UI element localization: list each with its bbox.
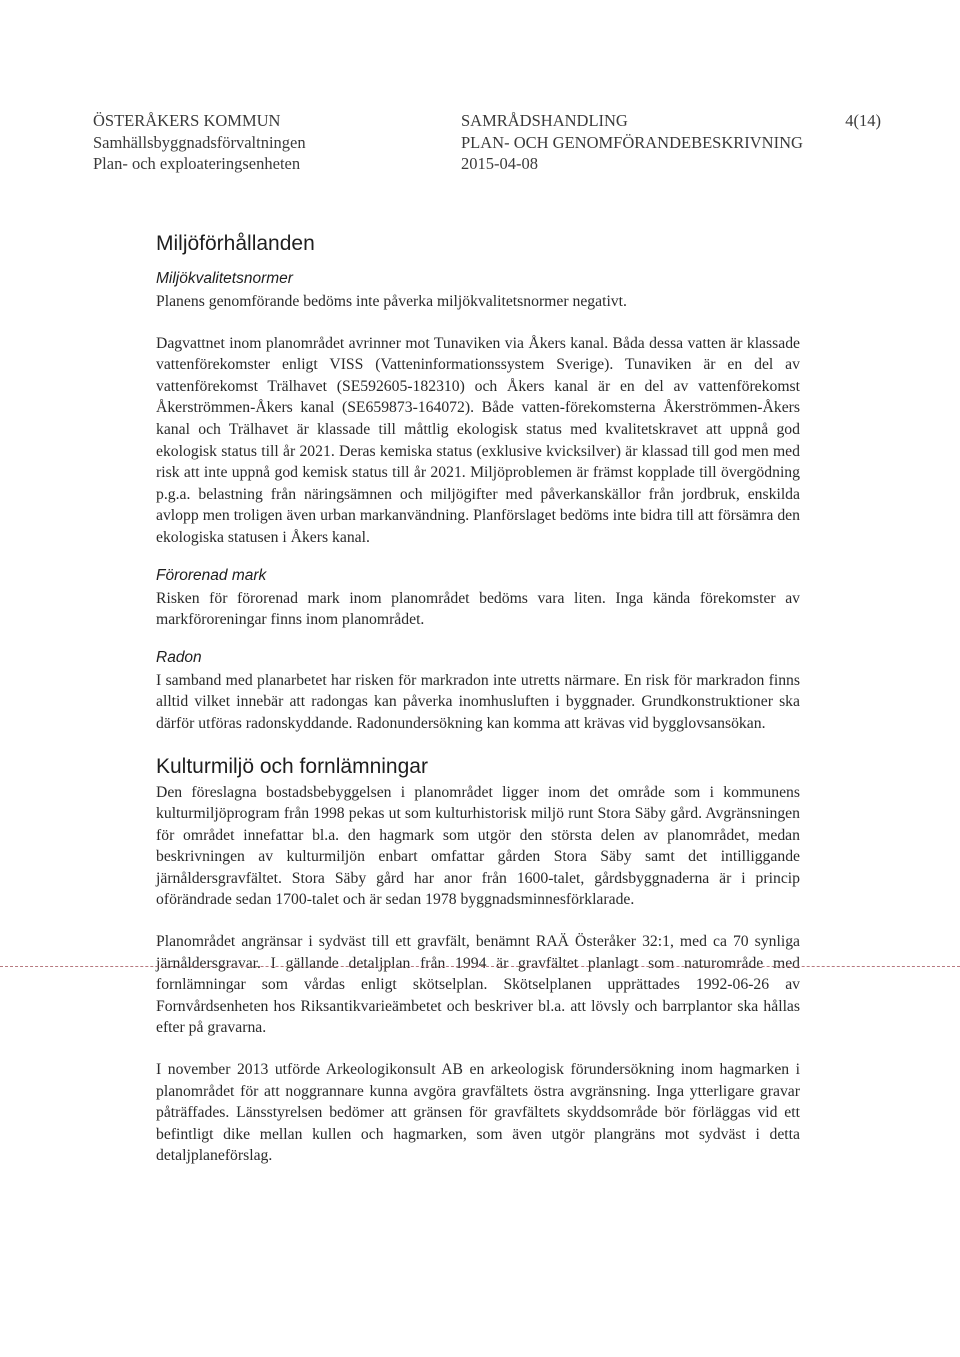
section-title-miljo: Miljöförhållanden [156, 232, 315, 255]
header-org: ÖSTERÅKERS KOMMUN [93, 111, 281, 130]
header-document-block [461, 110, 881, 175]
section-title-kulturmiljo: Kulturmiljö och fornlämningar [156, 754, 428, 778]
paragraph-fororenad-mark: Risken för förorenad mark inom planområdet bedöms vara liten. Inga kända förekomster av markföroreningar finns inom planområdet. [156, 589, 800, 629]
header-department: Samhällsbyggnadsförvaltningen [93, 132, 306, 152]
subheading-fororenad-mark: Förorenad mark [156, 566, 267, 584]
header-date: 2015-04-08 [461, 154, 538, 173]
document-body [156, 232, 800, 1167]
page-header [93, 110, 880, 176]
paragraph-gravfalt: Planområdet angränsar i sydväst till ett gravfält, benämnt RAÄ Österåker 32:1, med ca 70 synliga järnåldersgravar. I gällande detaljplan från 1994 är gravfältet planlagt som naturområde med fornlämningar som vårdas enligt skötselplan. Skötselplanen upprättades 1992-06-26 av Fornvårdsenheten hos Riksantikvarieämbetet och beskriver bl.a. att lövsly och barrplantor ska hållas efter på gravarna. [156, 933, 800, 1037]
paragraph-mkn-intro: Planens genomförande bedöms inte påverka miljökvalitetsnormer negativt. [156, 293, 627, 310]
header-unit: Plan- och exploateringsenheten [93, 154, 301, 173]
subheading-radon: Radon [156, 648, 202, 666]
page-break-dashed-line [0, 966, 960, 967]
paragraph-kulturmiljo: Den föreslagna bostadsbebyggelsen i planområdet ligger inom det område som i kommunens kulturmiljöprogram från 1998 pekas ut som kulturhistorisk miljö runt Stora Säby gård. Avgränsningen för området innefattar bl.a. den hagmark som utgör den största delen av planområdet, medan beskrivningen av kulturmiljön enbart omfattar gården Stora Säby samt det intilliggande järnåldersgravfältet. Stora Säby gård har anor från 1600-talet, gårdsbyggnaderna är i princip oförändrade sedan 1700-talet och är sedan 1978 byggnadsminnesförklarade. [156, 783, 800, 909]
header-doc-title: PLAN- OCH GENOMFÖRANDEBESKRIVNING [461, 132, 803, 152]
paragraph-forundersokning: I november 2013 utförde Arkeologikonsult AB en arkeologisk förundersökning inom hagmarken i planområdet för att noggrannare kunna avgöra gravfältets östra avgränsning. Inga ytterligare gravar påträffades. Länsstyrelsen bedömer att gränsen för gravfältets skyddsområde bör förläggas vid ett befintligt dike mellan kullen och hagmarken, som även utgör plangräns mot sydväst i detta detaljplaneförslag. [156, 1061, 800, 1165]
paragraph-radon: I samband med planarbetet har risken för markradon inte utretts närmare. En risk för markradon finns alltid vilket innebär att radongas kan påverka inomhusluften i byggnader. Grundkonstruktioner ska därför utföras radonskyddande. Radonundersökning kan komma att krävas vid bygglovsansökan. [156, 671, 800, 732]
page-number: 4(14) [845, 111, 881, 130]
subheading-miljokvalitetsnormer: Miljökvalitetsnormer [156, 270, 293, 287]
header-doc-type: SAMRÅDSHANDLING [461, 111, 628, 130]
header-organization-block [93, 110, 306, 175]
paragraph-dagvatten: Dagvattnet inom planområdet avrinner mot Tunaviken via Åkers kanal. Båda dessa vatten är klassade vattenförekomster enligt VISS (Vatteninformationssystem Sverige). Tunaviken är en del av vattenförekomst Trälhavet (SE592605-182310) och Åkers kanal är en del av vattenförekomst Åkerströmmen-Åkers kanal (SE659873-164072). Både vatten-förekomsterna Åkerströmmen-Åkers kanal och Trälhavet är klassade till måttlig ekologisk status med kvalitetskravet att uppnå god ekologisk status till år 2021. Deras kemiska status (exklusive kvicksilver) är klassad till god men med risk att inte uppnå god kemisk status till år 2021. Miljöproblemen är främst kopplade till övergödning p.g.a. belastning från näringsämnen och miljögifter med påverkanskällor från jordbruk, enskilda avlopp men troligen även urban markanvändning. Planförslaget bedöms inte bidra till att försämra den ekologiska statusen i Åkers kanal. [156, 334, 800, 546]
